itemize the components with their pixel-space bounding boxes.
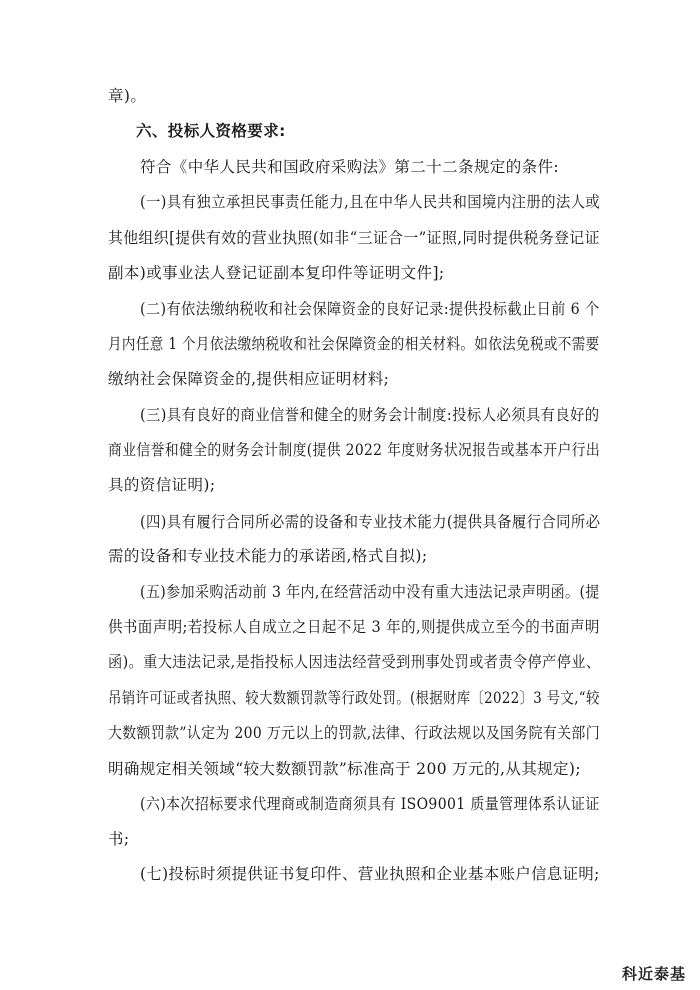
- item-5-line-3: 函)。重大违法记录,是指投标人因违法经营受到刑事处罚或者责令停产停业、: [108, 653, 601, 671]
- item-5-line-2: 供书面声明;若投标人自成立之日起不足 3 年的,则提供成立至今的书面声明: [108, 618, 600, 636]
- item-5-line-5: 大数额罚款”认定为 200 万元以上的罚款,法律、行政法规以及国务院有关部门: [108, 724, 600, 742]
- item-5-line-1: (五)参加采购活动前 3 年内,在经营活动中没有重大违法记录声明函。(提: [140, 583, 600, 601]
- item-5-line-6: 明确规定相关领域“较大数额罚款”标准高于 200 万元的,从其规定);: [108, 760, 581, 778]
- item-2-line-3: 缴纳社会保障资金的,提供相应证明材料;: [108, 370, 390, 388]
- watermark-label: 科近泰基: [621, 965, 686, 983]
- item-4-line-1: (四)具有履行合同所必需的设备和专业技术能力(提供具备履行合同所必: [140, 513, 601, 531]
- item-1-line-1: (一)具有独立承担民事责任能力,且在中华人民共和国境内注册的法人或: [140, 193, 601, 211]
- item-7-line-1: (七)投标时须提供证书复印件、营业执照和企业基本账户信息证明;: [140, 865, 600, 883]
- item-3-line-2: 商业信誉和健全的财务会计制度(提供 2022 年度财务状况报告或基本开户行出: [108, 441, 601, 459]
- section-heading: 六、投标人资格要求:: [136, 122, 286, 140]
- item-4-line-2: 需的设备和专业技术能力的承诺函,格式自拟);: [108, 547, 428, 565]
- item-3-line-1: (三)具有良好的商业信誉和健全的财务会计制度:投标人必须具有良好的: [140, 406, 600, 424]
- item-6-line-1: (六)本次招标要求代理商或制造商须具有 ISO9001 质量管理体系认证证: [140, 795, 600, 813]
- item-2-line-2: 月内任意 1 个月依法缴纳税收和社会保障资金的相关材料。如依法免税或不需要: [108, 335, 600, 353]
- item-1-line-2: 其他组织[提供有效的营业执照(如非“三证合一”证照,同时提供税务登记证: [108, 229, 600, 247]
- text-line-continuation: 章)。: [108, 87, 147, 105]
- item-5-line-4: 吊销许可证或者执照、较大数额罚款等行政处罚。(根据财库〔2022〕3 号文,“较: [108, 689, 600, 707]
- item-1-line-3: 副本)或事业法人登记证副本复印件等证明文件];: [108, 264, 445, 282]
- item-2-line-1: (二)有依法缴纳税收和社会保障资金的良好记录:提供投标截止日前 6 个: [140, 300, 600, 318]
- text-line-intro: 符合《中华人民共和国政府采购法》第二十二条规定的条件:: [140, 158, 560, 176]
- item-3-line-3: 具的资信证明);: [108, 476, 216, 494]
- item-6-line-2: 书;: [108, 830, 130, 848]
